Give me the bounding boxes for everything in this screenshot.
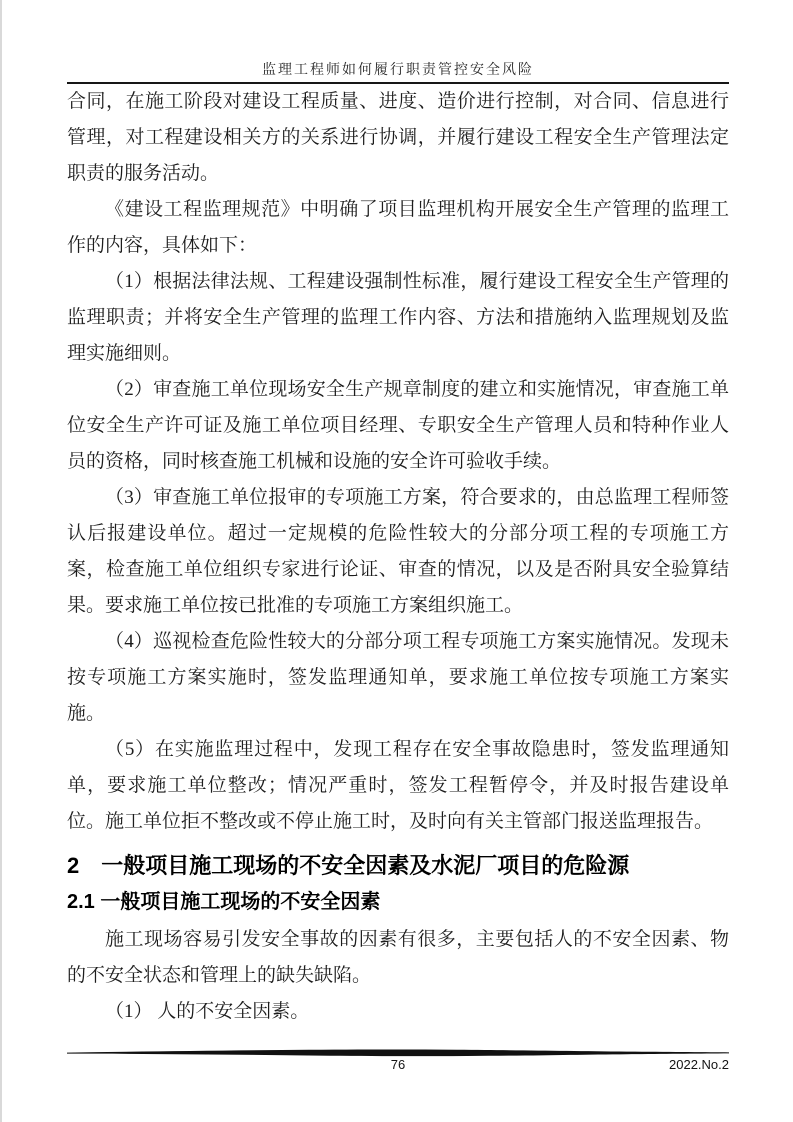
scan-edge	[0, 0, 2, 1122]
document-body	[67, 84, 729, 1030]
paragraph: （2）审查施工单位现场安全生产规章制度的建立和实施情况，审查施工单位安全生产许可证及施工单位项目经理、专职安全生产管理人员和特种作业人员的资格，同时核查施工机械和设施的安全许可验收手续。	[67, 379, 729, 472]
paragraph: 合同，在施工阶段对建设工程质量、进度、造价进行控制，对合同、信息进行管理，对工程建设相关方的关系进行协调，并履行建设工程安全生产管理法定职责的服务活动。	[67, 91, 729, 184]
paragraph: （1） 人的不安全因素。	[105, 1001, 310, 1022]
subsection-heading: 2.1 一般项目施工现场的不安全因素	[67, 891, 381, 913]
paragraph: （1）根据法律法规、工程建设强制性标准，履行建设工程安全生产管理的监理职责；并将安全生产管理的监理工作内容、方法和措施纳入监理规划及监理实施细则。	[67, 271, 729, 364]
paragraph: 《建设工程监理规范》中明确了项目监理机构开展安全生产管理的监理工作的内容，具体如下：	[67, 199, 729, 256]
paragraph: （4）巡视检查危险性较大的分部分项工程专项施工方案实施情况。发现未按专项施工方案实施时，签发监理通知单，要求施工单位按专项施工方案实施。	[67, 631, 729, 724]
running-header-title: 监理工程师如何履行职责管控安全风险	[262, 63, 534, 78]
issue-label: 2022.No.2	[669, 1057, 729, 1072]
paragraph: （5）在实施监理过程中，发现工程存在安全事故隐患时，签发监理通知单，要求施工单位整改；情况严重时，签发工程暂停令，并及时报告建设单位。施工单位拒不整改或不停止施工时，及时向有关主管部门报送监理报告。	[67, 739, 729, 832]
page-number: 76	[390, 1057, 406, 1072]
paragraph: 施工现场容易引发安全事故的因素有很多，主要包括人的不安全因素、物的不安全状态和管理上的缺失缺陷。	[67, 929, 729, 986]
section-heading: 2 一般项目施工现场的不安全因素及水泥厂项目的危险源	[67, 853, 630, 878]
paragraph: （3）审查施工单位报审的专项施工方案，符合要求的，由总监理工程师签认后报建设单位。超过一定规模的危险性较大的分部分项工程的专项施工方案，检查施工单位组织专家进行论证、审查的情况，以及是否附具安全验算结果。要求施工单位按已批准的专项施工方案组织施工。	[67, 487, 729, 616]
